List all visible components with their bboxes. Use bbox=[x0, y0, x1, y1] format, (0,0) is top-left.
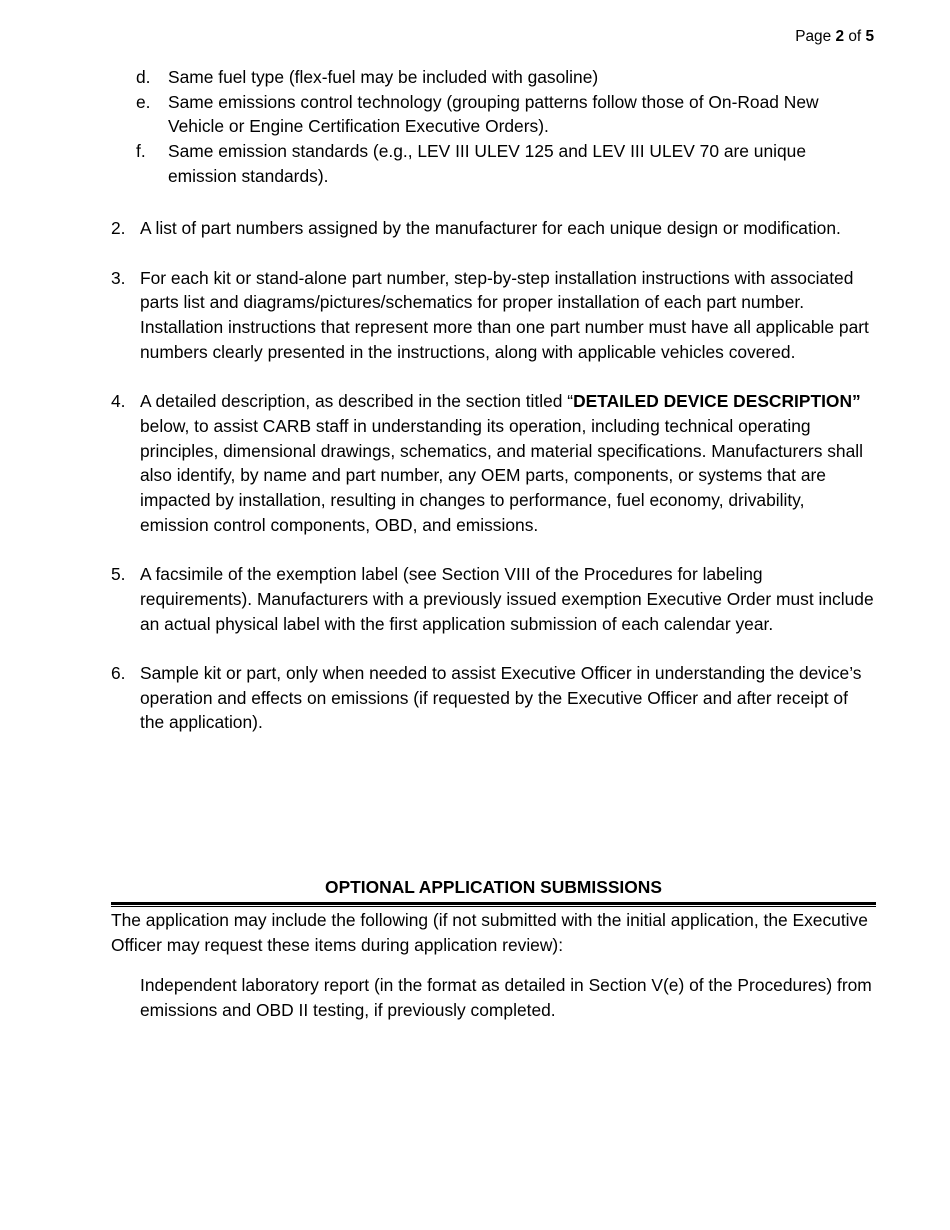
sub-item-text: Same fuel type (flex-fuel may be included with gasoline) bbox=[168, 67, 599, 87]
sub-item-marker: d. bbox=[136, 67, 151, 87]
page-total: 5 bbox=[865, 28, 874, 45]
sub-item-marker: f. bbox=[136, 141, 146, 162]
page-of-label: of bbox=[848, 28, 862, 45]
list-item-text: A facsimile of the exemption label (see Section VIII of the Procedures for labeling requirements). Manufacturers with a previously issued exemption Executive Order must include an actual physical label with the first application submission of each calendar year. bbox=[140, 564, 874, 634]
sub-item-text: Same emission standards (e.g., LEV III ULEV 125 and LEV III ULEV 70 are unique emission standards). bbox=[168, 141, 807, 186]
list-item-text: A list of part numbers assigned by the manufacturer for each unique design or modification. bbox=[140, 218, 841, 238]
list-item-5 bbox=[111, 562, 876, 636]
list-item-6 bbox=[111, 661, 876, 735]
list-item-2 bbox=[111, 216, 876, 241]
list-item-text-after: below, to assist CARB staff in understanding its operation, including technical operating principles, dimensional drawings, schematics, and material specifications. Manufacturers shall also identify, by name and part number, any OEM parts, components, or systems that are impacted by installation, resulting in changes to performance, fuel economy, drivability, emission control components, OBD, and emissions. bbox=[140, 415, 864, 535]
list-item-number: 2. bbox=[111, 218, 126, 238]
list-item-text-before: A detailed description, as described in the section titled “ bbox=[140, 391, 574, 412]
list-item-number: 6. bbox=[111, 663, 126, 684]
page-current: 2 bbox=[835, 28, 845, 45]
detailed-device-description-reference: DETAILED DEVICE DESCRIPTION” bbox=[573, 391, 861, 412]
sub-item-e bbox=[136, 90, 876, 139]
sub-item-d bbox=[136, 65, 876, 90]
page-number bbox=[795, 27, 874, 47]
list-item-text: For each kit or stand-alone part number, step-by-step installation instructions with associated parts list and diagrams/pictures/schematics for proper installation of each part number. Installation instructions that represent more than one part number must have all applicable part numbers clearly presented in the instructions, along with applicable vehicles covered. bbox=[140, 267, 869, 362]
sub-item-f bbox=[136, 139, 876, 188]
page-label: Page bbox=[795, 28, 832, 45]
sub-list bbox=[136, 65, 876, 189]
list-item-text: Sample kit or part, only when needed to assist Executive Officer in understanding the device’s operation and effects on emissions (if requested by the Executive Officer and after receipt of the application). bbox=[140, 663, 862, 733]
sub-item-text: Same emissions control technology (grouping patterns follow those of On-Road New Vehicle or Engine Certification Executive Orders). bbox=[168, 91, 819, 137]
list-item-number: 3. bbox=[111, 267, 126, 288]
list-item-3 bbox=[111, 266, 876, 365]
optional-item: Independent laboratory report (in the format as detailed in Section V(e) of the Procedures) from emissions and OBD II testing, if previously completed. bbox=[140, 975, 872, 1020]
section-title: OPTIONAL APPLICATION SUBMISSIONS bbox=[325, 877, 662, 897]
section-intro: The application may include the following (if not submitted with the initial application, the Executive Officer may request these items during application review): bbox=[111, 910, 868, 955]
list-item-number: 5. bbox=[111, 564, 126, 585]
list-item-number: 4. bbox=[111, 391, 126, 412]
sub-item-marker: e. bbox=[136, 91, 151, 112]
list-item-4 bbox=[111, 389, 876, 537]
requirements-list bbox=[111, 216, 876, 760]
section-divider bbox=[111, 902, 876, 907]
